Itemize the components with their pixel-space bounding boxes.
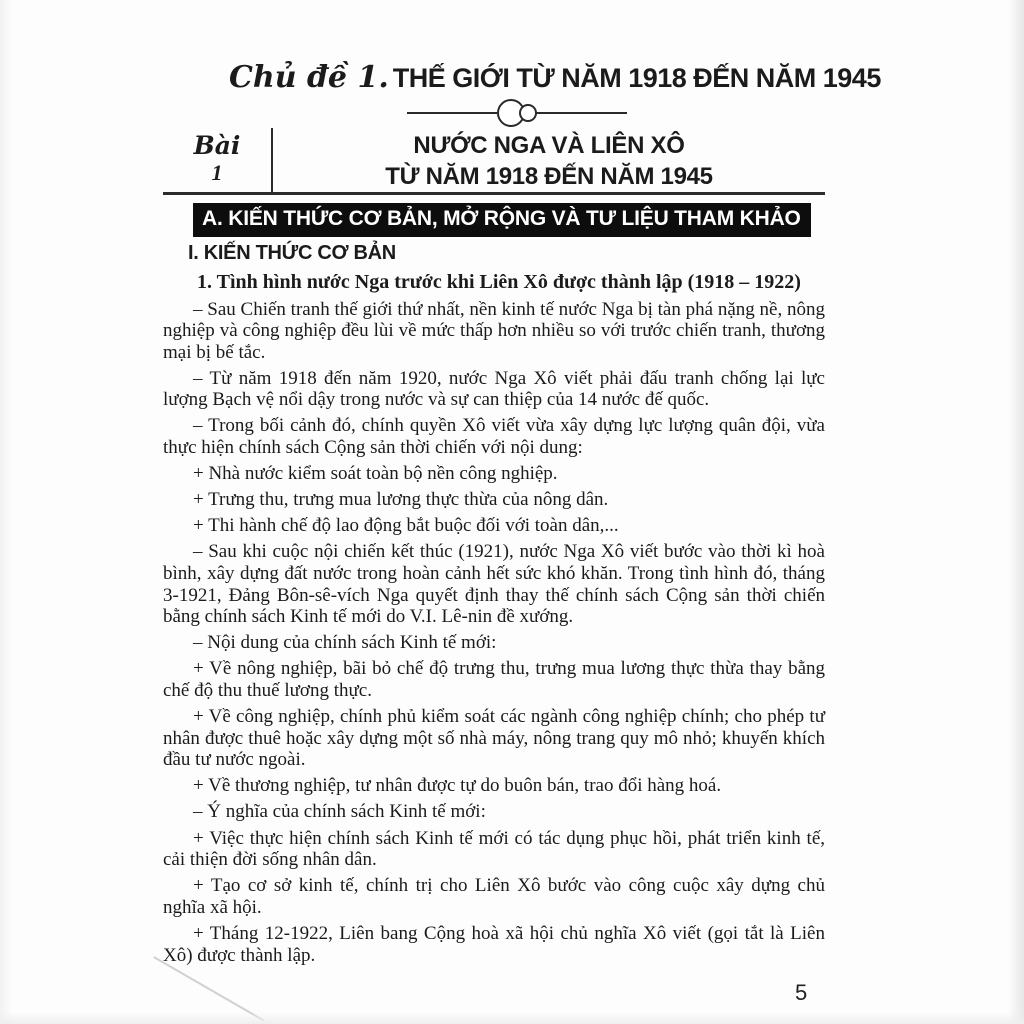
divider-ornament-icon [407,98,627,128]
paragraph: + Về thương nghiệp, tư nhân được tự do buôn bán, trao đổi hàng hoá. [193,775,722,797]
divider-ornament-wrap [163,98,825,128]
topic-prefix: Chủ đề 1. [229,60,389,95]
scan-edge-shadow-right [1008,0,1024,1024]
paragraph: – Sau khi cuộc nội chiến kết thúc (1921), nước Nga Xô viết bước vào thời kì hoà bình, xây dựng đất nước trong hoàn cảnh hết sức khó khăn. Trong tình hình đó, tháng 3-1921, Đảng Bôn-sê-vích Nga quyết định thay thế chính sách Cộng sản thời chiến bằng chính sách Kinh tế mới do V.I. Lê-nin đề xướng. [163,541,825,628]
paragraph: + Nhà nước kiểm soát toàn bộ nền công nghiệp. [193,463,558,485]
lesson-label: Bài [193,131,241,160]
paragraph: + Thi hành chế độ lao động bắt buộc đối với toàn dân,... [193,515,619,537]
paragraph: – Trong bối cảnh đó, chính quyền Xô viết vừa xây dựng lực lượng quân đội, vừa thực hiện chính sách Cộng sản thời chiến với nội dung: [163,415,825,459]
lesson-title [273,128,825,192]
section-a-banner: A. KIẾN THỨC CƠ BẢN, MỞ RỘNG VÀ TƯ LIỆU THAM KHẢO [193,203,811,237]
paragraph: – Từ năm 1918 đến năm 1920, nước Nga Xô viết phải đấu tranh chống lại lực lượng Bạch vệ nổi dậy trong nước và sự can thiệp của 14 nước đế quốc. [163,367,825,411]
paragraph: – Nội dung của chính sách Kinh tế mới: [193,632,497,654]
section-i-heading: I. KIẾN THỨC CƠ BẢN [188,242,396,264]
lesson-title-line1: NƯỚC NGA VÀ LIÊN XÔ [413,132,685,159]
topic-1-heading: 1. Tình hình nước Nga trước khi Liên Xô được thành lập (1918 – 1922) [197,271,801,293]
paragraph: + Về nông nghiệp, bãi bỏ chế độ trưng thu, trưng mua lương thực thừa thay bằng chế độ thu thuế lương thực. [163,658,825,701]
lesson-title-line2: TỪ NĂM 1918 ĐẾN NĂM 1945 [385,163,713,190]
lesson-number-box [163,128,273,192]
scan-edge-shadow-bottom [0,1012,1024,1024]
paragraph: – Ý nghĩa của chính sách Kinh tế mới: [193,801,486,823]
topic-title: THẾ GIỚI TỪ NĂM 1918 ĐẾN NĂM 1945 [392,63,881,93]
scan-edge-shadow-left [0,0,12,1024]
paragraph: + Việc thực hiện chính sách Kinh tế mới có tác dụng phục hồi, phát triển kinh tế, cải thiện đời sống nhân dân. [163,827,825,871]
topic-header [163,58,881,98]
paragraph: + Trưng thu, trưng mua lương thực thừa của nông dân. [193,489,609,511]
lesson-header [163,128,825,195]
page-number: 5 [795,980,808,1005]
paragraph: + Tạo cơ sở kinh tế, chính trị cho Liên Xô bước vào công cuộc xây dựng chủ nghĩa xã hội. [163,875,825,918]
paragraph: – Sau Chiến tranh thế giới thứ nhất, nền kinh tế nước Nga bị tàn phá nặng nề, nông nghiệp và công nghiệp đều lùi về mức thấp hơn nhiều so với trước chiến tranh, thương mại bị bế tắc. [163,298,825,363]
paragraph: + Tháng 12-1922, Liên bang Cộng hoà xã hội chủ nghĩa Xô viết (gọi tắt là Liên Xô) được thành lập. [163,922,825,966]
lesson-number: 1 [211,160,223,185]
paragraph: + Về công nghiệp, chính phủ kiểm soát các ngành công nghiệp chính; cho phép tư nhân được thuê hoặc xây dựng một số nhà máy, nông trang quy mô nhỏ; khuyến khích đầu tư nước ngoài. [163,706,825,771]
page-content [163,58,881,966]
